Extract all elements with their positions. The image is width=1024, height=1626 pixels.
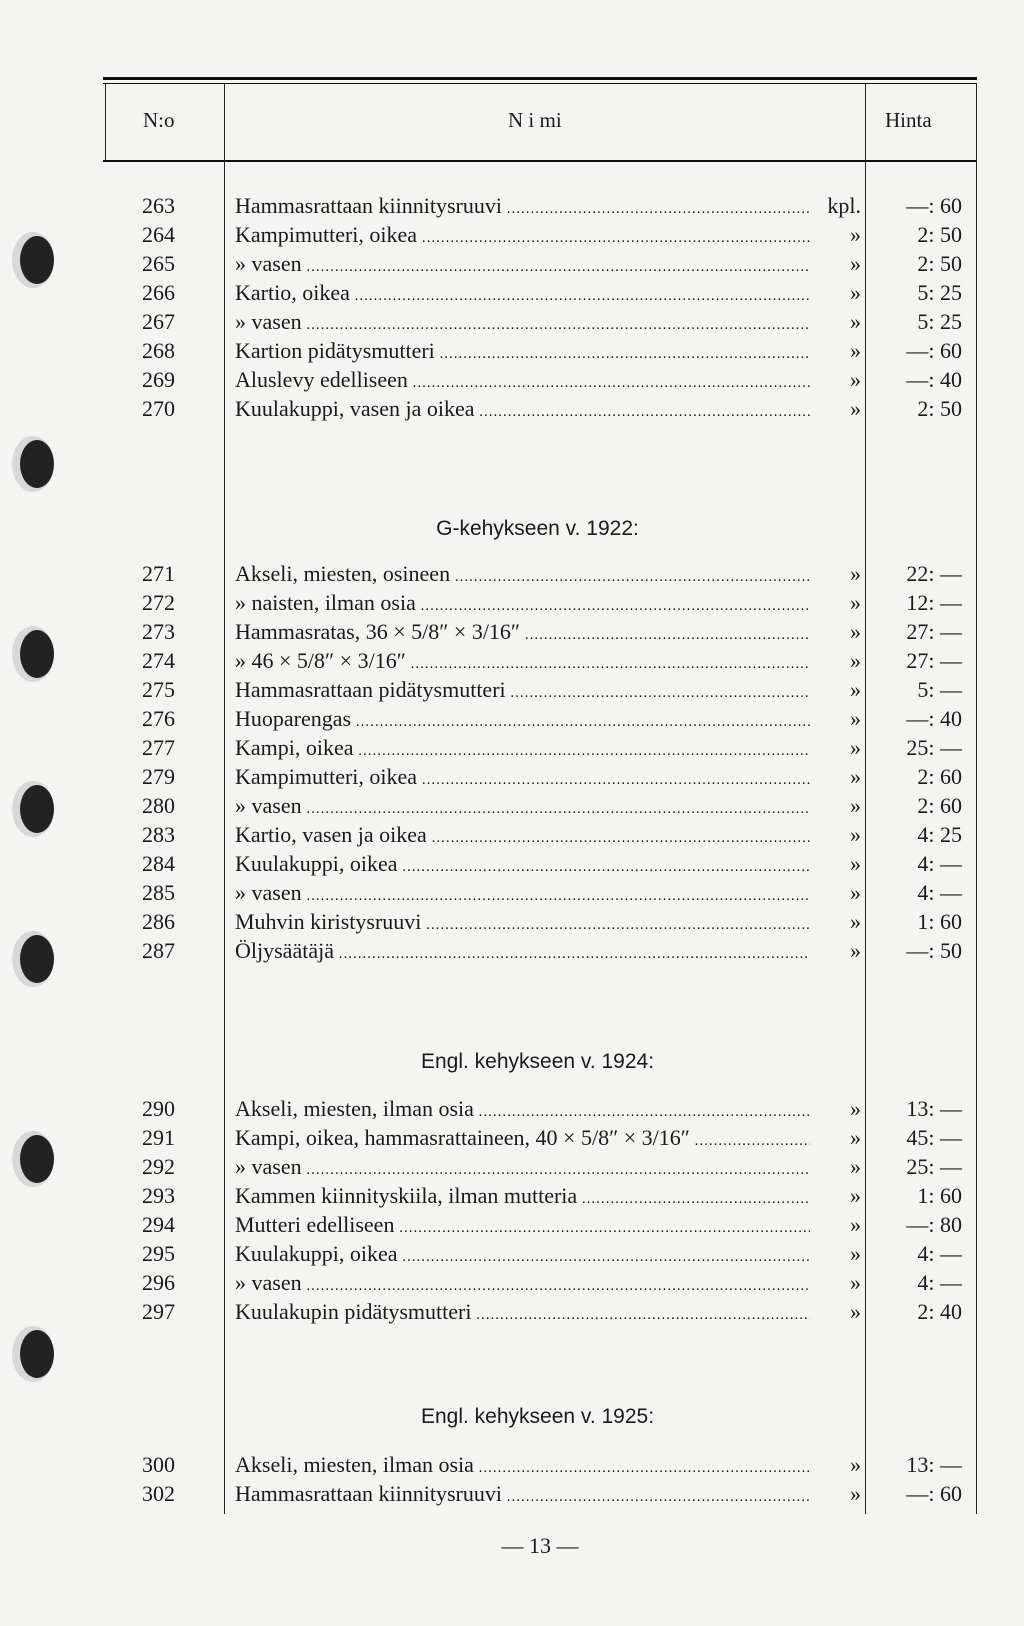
item-unit: »	[850, 1481, 861, 1506]
item-name: » vasen .....	[235, 309, 810, 335]
item-number: 293	[142, 1183, 175, 1208]
table-row	[130, 280, 975, 309]
item-number: 296	[142, 1270, 175, 1295]
item-unit: »	[850, 822, 861, 847]
top-rule-thin	[103, 83, 977, 84]
item-name: » vasen .....	[235, 880, 810, 906]
item-price: 2: 50	[917, 396, 962, 421]
item-price: 2: 50	[917, 222, 962, 247]
item-unit: »	[850, 309, 861, 334]
punch-hole	[20, 1330, 54, 1378]
item-name: » vasen .....	[235, 1270, 810, 1296]
item-price: —: 60	[906, 338, 962, 363]
table-row	[130, 909, 975, 938]
item-name: Kampimutteri, oikea .....	[235, 764, 810, 790]
item-name: Kuulakupin pidätysmutteri .....	[235, 1299, 810, 1325]
table-row	[130, 561, 975, 590]
item-name: Kartio, oikea .....	[235, 280, 810, 306]
item-name: Aluslevy edelliseen .....	[235, 367, 810, 393]
table-row	[130, 1212, 975, 1241]
item-price: 2: 60	[917, 764, 962, 789]
item-name: Huoparengas .....	[235, 706, 810, 732]
item-number: 295	[142, 1241, 175, 1266]
item-unit: »	[850, 677, 861, 702]
item-name: Akseli, miesten, ilman osia .....	[235, 1452, 810, 1478]
item-name: Akseli, miesten, ilman osia .....	[235, 1096, 810, 1122]
item-unit: »	[850, 1270, 861, 1295]
item-unit: »	[850, 706, 861, 731]
item-price: 4: —	[917, 1241, 962, 1266]
header-rule	[103, 160, 977, 162]
item-name: Kampi, oikea .....	[235, 735, 810, 761]
item-number: 280	[142, 793, 175, 818]
item-unit: »	[850, 1452, 861, 1477]
table-row	[130, 648, 975, 677]
item-unit: »	[850, 251, 861, 276]
punch-hole	[20, 440, 54, 488]
header-price: Hinta	[885, 108, 932, 132]
table-row	[130, 1452, 975, 1481]
item-number: 277	[142, 735, 175, 760]
item-price: 1: 60	[917, 909, 962, 934]
section-title: Engl. kehykseen v. 1925:	[420, 1405, 655, 1428]
table-row	[130, 1481, 975, 1510]
item-price: 4: —	[917, 880, 962, 905]
item-price: 2: 60	[917, 793, 962, 818]
table-row	[130, 396, 975, 425]
item-name: Kuulakuppi, oikea .....	[235, 1241, 810, 1267]
item-unit: »	[850, 648, 861, 673]
item-price: 25: —	[906, 1154, 962, 1179]
table-row	[130, 764, 975, 793]
table-row	[130, 1241, 975, 1270]
punch-hole	[20, 785, 54, 833]
item-unit: »	[850, 1125, 861, 1150]
item-price: 45: —	[906, 1125, 962, 1150]
item-unit: »	[850, 1154, 861, 1179]
item-name: Hammasratas, 36 × 5/8″ × 3/16″ .....	[235, 619, 810, 645]
punch-hole	[20, 630, 54, 678]
item-name: Kartio, vasen ja oikea .....	[235, 822, 810, 848]
item-unit: »	[850, 367, 861, 392]
item-name: » vasen .....	[235, 251, 810, 277]
table-row	[130, 822, 975, 851]
item-price: 13: —	[906, 1452, 962, 1477]
item-unit: kpl.	[827, 193, 861, 218]
item-unit: »	[850, 1299, 861, 1324]
punch-hole	[20, 1135, 54, 1183]
item-number: 286	[142, 909, 175, 934]
table-row	[130, 1183, 975, 1212]
table-row	[130, 1154, 975, 1183]
item-unit: »	[850, 619, 861, 644]
item-price: 5: 25	[917, 309, 962, 334]
item-price: 2: 50	[917, 251, 962, 276]
table-row	[130, 1096, 975, 1125]
item-name: Hammasrattaan kiinnitysruuvi .....	[235, 193, 810, 219]
item-price: —: 80	[906, 1212, 962, 1237]
item-name: » vasen .....	[235, 1154, 810, 1180]
table-row	[130, 735, 975, 764]
item-number: 267	[142, 309, 175, 334]
item-unit: »	[850, 1183, 861, 1208]
item-number: 275	[142, 677, 175, 702]
item-number: 283	[142, 822, 175, 847]
item-number: 271	[142, 561, 175, 586]
item-price: 22: —	[906, 561, 962, 586]
item-name: Kammen kiinnityskiila, ilman mutteria .....	[235, 1183, 810, 1209]
item-name: » vasen .....	[235, 793, 810, 819]
column-divider	[105, 84, 106, 160]
table-row	[130, 590, 975, 619]
table-row	[130, 706, 975, 735]
item-unit: »	[850, 561, 861, 586]
item-name: Kuulakuppi, vasen ja oikea .....	[235, 396, 810, 422]
item-name: Kampimutteri, oikea .....	[235, 222, 810, 248]
table-row	[130, 193, 975, 222]
item-unit: »	[850, 396, 861, 421]
item-number: 269	[142, 367, 175, 392]
item-number: 265	[142, 251, 175, 276]
table-row	[130, 1125, 975, 1154]
item-number: 291	[142, 1125, 175, 1150]
item-unit: »	[850, 1212, 861, 1237]
item-unit: »	[850, 793, 861, 818]
item-unit: »	[850, 590, 861, 615]
item-number: 276	[142, 706, 175, 731]
item-number: 292	[142, 1154, 175, 1179]
item-price: —: 40	[906, 706, 962, 731]
item-price: 2: 40	[917, 1299, 962, 1324]
page-number: — 13 —	[501, 1533, 579, 1558]
item-price: 5: —	[917, 677, 962, 702]
table-row	[130, 309, 975, 338]
item-price: —: 50	[906, 938, 962, 963]
item-price: 12: —	[906, 590, 962, 615]
item-unit: »	[850, 851, 861, 876]
item-unit: »	[850, 338, 861, 363]
item-price: 4: 25	[917, 822, 962, 847]
item-unit: »	[850, 764, 861, 789]
section-title: Engl. kehykseen v. 1924:	[420, 1050, 655, 1073]
item-name: Akseli, miesten, osineen .....	[235, 561, 810, 587]
item-number: 268	[142, 338, 175, 363]
table-row	[130, 880, 975, 909]
table-row	[130, 677, 975, 706]
item-price: 13: —	[906, 1096, 962, 1121]
item-name: Kuulakuppi, oikea .....	[235, 851, 810, 877]
item-name: Kampi, oikea, hammasrattaineen, 40 × 5/8″ × 3/16″ .....	[235, 1125, 810, 1151]
item-price: —: 60	[906, 1481, 962, 1506]
table-row	[130, 338, 975, 367]
header-name: N i mi	[508, 108, 562, 132]
item-unit: »	[850, 938, 861, 963]
item-number: 274	[142, 648, 175, 673]
top-rule	[103, 77, 977, 80]
item-number: 273	[142, 619, 175, 644]
table-row	[130, 1270, 975, 1299]
item-price: 4: —	[917, 1270, 962, 1295]
item-price: 1: 60	[917, 1183, 962, 1208]
item-unit: »	[850, 222, 861, 247]
item-number: 264	[142, 222, 175, 247]
table-row	[130, 793, 975, 822]
item-name: Mutteri edelliseen .....	[235, 1212, 810, 1238]
item-name: » 46 × 5/8″ × 3/16″ .....	[235, 648, 810, 674]
item-number: 300	[142, 1452, 175, 1477]
table-row	[130, 851, 975, 880]
item-price: 27: —	[906, 648, 962, 673]
punch-hole	[20, 236, 54, 284]
item-price: 27: —	[906, 619, 962, 644]
item-unit: »	[850, 1241, 861, 1266]
item-name: Hammasrattaan kiinnitysruuvi .....	[235, 1481, 810, 1507]
item-number: 285	[142, 880, 175, 905]
item-unit: »	[850, 1096, 861, 1121]
item-number: 297	[142, 1299, 175, 1324]
punch-hole	[20, 935, 54, 983]
item-name: Muhvin kiristysruuvi .....	[235, 909, 810, 935]
item-number: 284	[142, 851, 175, 876]
item-price: 25: —	[906, 735, 962, 760]
item-number: 279	[142, 764, 175, 789]
item-number: 270	[142, 396, 175, 421]
table-row	[130, 619, 975, 648]
table-row	[130, 367, 975, 396]
section-title: G-kehykseen v. 1922:	[436, 517, 639, 540]
item-name: Hammasrattaan pidätysmutteri .....	[235, 677, 810, 703]
item-name: Öljysäätäjä .....	[235, 938, 810, 964]
item-price: 4: —	[917, 851, 962, 876]
item-number: 294	[142, 1212, 175, 1237]
table-row	[130, 222, 975, 251]
item-name: Kartion pidätysmutteri .....	[235, 338, 810, 364]
table-row	[130, 251, 975, 280]
table-row	[130, 938, 975, 967]
item-number: 302	[142, 1481, 175, 1506]
item-unit: »	[850, 280, 861, 305]
item-number: 263	[142, 193, 175, 218]
item-price: 5: 25	[917, 280, 962, 305]
item-number: 287	[142, 938, 175, 963]
header-no: N:o	[143, 108, 175, 132]
item-name: » naisten, ilman osia .....	[235, 590, 810, 616]
table-row	[130, 1299, 975, 1328]
item-unit: »	[850, 735, 861, 760]
item-price: —: 60	[906, 193, 962, 218]
item-number: 266	[142, 280, 175, 305]
column-divider	[976, 84, 977, 1514]
item-unit: »	[850, 909, 861, 934]
item-number: 290	[142, 1096, 175, 1121]
item-price: —: 40	[906, 367, 962, 392]
item-number: 272	[142, 590, 175, 615]
item-unit: »	[850, 880, 861, 905]
